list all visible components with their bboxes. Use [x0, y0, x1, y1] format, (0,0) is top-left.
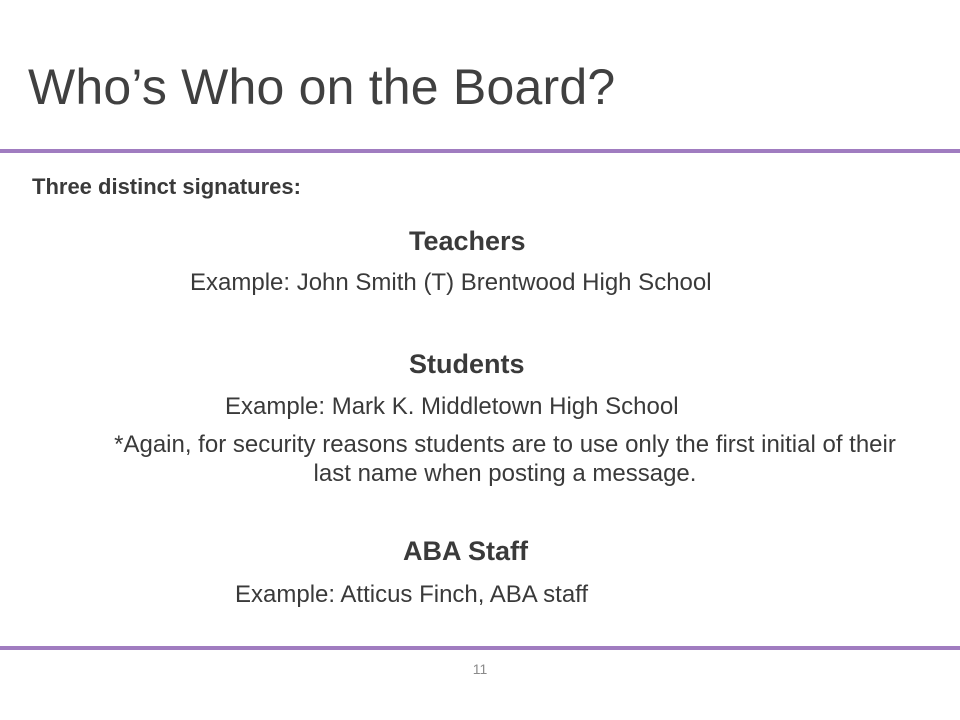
students-heading: Students — [409, 349, 525, 379]
students-example: Example: Mark K. Middletown High School — [225, 393, 679, 420]
aba-staff-example: Example: Atticus Finch, ABA staff — [235, 581, 589, 608]
teachers-heading: Teachers — [409, 226, 526, 256]
students-security-note: *Again, for security reasons students are to use only the first initial of their last name when posting a message. — [114, 431, 896, 487]
teachers-example: Example: John Smith (T) Brentwood High School — [190, 269, 712, 296]
title-divider — [0, 149, 960, 153]
aba-staff-heading: ABA Staff — [403, 536, 528, 566]
page-number: 11 — [472, 661, 488, 677]
slide-subtitle: Three distinct signatures: — [32, 174, 301, 199]
footer-divider — [0, 646, 960, 650]
slide-title: Who’s Who on the Board? — [28, 59, 616, 115]
